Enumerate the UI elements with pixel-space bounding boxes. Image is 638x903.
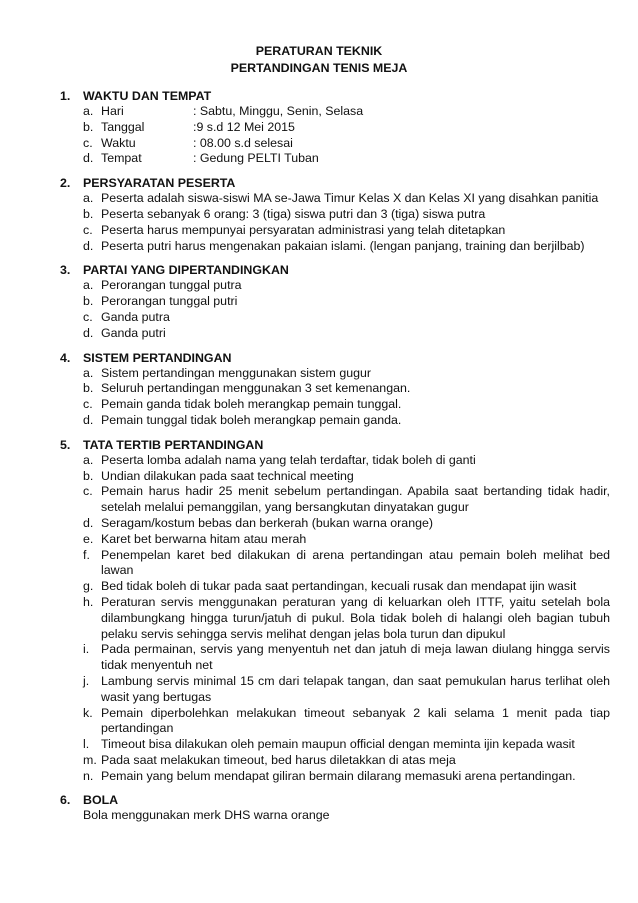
info-value: :9 s.d 12 Mei 2015 — [193, 119, 295, 134]
info-label: Tempat — [101, 151, 142, 166]
section-3 — [60, 262, 610, 341]
item-letter: e. — [83, 531, 94, 546]
info-row — [83, 120, 610, 136]
info-label: Waktu — [101, 135, 136, 150]
list-item — [83, 737, 610, 753]
item-text: Perorangan tunggal putra — [101, 278, 242, 293]
section-heading — [60, 88, 610, 104]
section-6 — [60, 792, 610, 824]
list-item — [83, 548, 610, 580]
item-text: Pemain harus hadir 25 menit sebelum pertandingan. Apabila saat bertanding tidak hadir, setelah melalui pemanggilan, yang bersangkutan dinyatakan gugur — [101, 484, 610, 515]
list-item — [83, 516, 610, 532]
list-item — [83, 294, 610, 310]
item-text: Peserta adalah siswa-siswi MA se-Jawa Timur Kelas X dan Kelas XI yang disahkan panitia — [101, 191, 599, 206]
section-4 — [60, 350, 610, 429]
list-item — [83, 278, 610, 294]
item-text: Pemain yang belum mendapat giliran bermain dilarang memasuki arena pertandingan. — [101, 768, 576, 783]
section-number: 4. — [60, 350, 71, 365]
item-text: Undian dilakukan pada saat technical meeting — [101, 468, 354, 483]
section-items — [83, 104, 610, 167]
list-item — [83, 191, 610, 207]
section-spacer — [60, 254, 610, 262]
item-text: Peraturan servis menggunakan peraturan yang di keluarkan oleh ITTF, yaitu setelah bola dilambungkang hingga turun/jatuh di pukul. Bola tidak boleh di halangi oleh bagian tubuh pelaku servis sehingga servis melihat dengan jelas bola turun dan dipukul — [101, 594, 610, 641]
section-spacer — [60, 429, 610, 437]
item-text: Bed tidak boleh di tukar pada saat pertandingan, kecuali rusak dan mendapat ijin wasit — [101, 579, 577, 594]
section-paragraph: Bola menggunakan merk DHS warna orange — [83, 808, 330, 823]
list-item — [83, 532, 610, 548]
item-letter: b. — [83, 381, 94, 396]
section-heading-text: PERSYARATAN PESERTA — [83, 176, 236, 191]
list-item — [83, 453, 610, 469]
item-letter: a. — [83, 365, 94, 380]
list-item — [83, 381, 610, 397]
section-number: 6. — [60, 793, 71, 808]
item-letter: b. — [83, 119, 94, 134]
item-letter: a. — [83, 104, 94, 118]
sections-container — [60, 88, 610, 824]
section-1 — [60, 88, 610, 167]
item-text: Pemain ganda tidak boleh merangkap pemain tunggal. — [101, 397, 402, 412]
section-heading — [60, 262, 610, 278]
list-item — [83, 397, 610, 413]
section-heading-text: TATA TERTIB PERTANDINGAN — [83, 437, 264, 452]
list-item — [83, 207, 610, 223]
item-letter: b. — [83, 468, 94, 483]
item-letter: h. — [83, 594, 94, 609]
item-text: Peserta harus mempunyai persyaratan administrasi yang telah ditetapkan — [101, 222, 506, 237]
section-number: 3. — [60, 263, 71, 278]
section-2 — [60, 175, 610, 254]
list-item — [83, 413, 610, 429]
item-text: Pada saat melakukan timeout, bed harus diletakkan di atas meja — [101, 752, 456, 767]
item-letter: k. — [83, 705, 93, 720]
item-letter: b. — [83, 294, 94, 309]
item-letter: g. — [83, 579, 94, 594]
item-letter: l. — [83, 737, 90, 752]
list-item — [83, 706, 610, 738]
section-number: 1. — [60, 89, 71, 103]
list-item — [83, 642, 610, 674]
item-letter: d. — [83, 412, 94, 427]
item-letter: m. — [83, 752, 97, 767]
info-label: Tanggal — [101, 119, 145, 134]
section-number: 2. — [60, 176, 71, 191]
item-letter: d. — [83, 515, 94, 530]
item-text: Lambung servis minimal 15 cm dari telapak tangan, dan saat pemukulan harus terlihat oleh wasit yang bertugas — [101, 673, 610, 704]
document-subtitle: PERTANDINGAN TENIS MEJA — [230, 61, 408, 75]
list-item — [83, 469, 610, 485]
section-5 — [60, 437, 610, 785]
list-item — [83, 239, 610, 255]
section-items — [83, 191, 610, 254]
info-row — [83, 104, 610, 120]
info-row — [83, 136, 610, 152]
section-heading-text: BOLA — [83, 793, 119, 808]
item-letter: c. — [83, 222, 93, 237]
item-text: Pemain diperbolehkan melakukan timeout sebanyak 2 kali selama 1 menit pada tiap pertandingan — [101, 705, 610, 736]
item-text: Timeout bisa dilakukan oleh pemain maupun official dengan meminta ijin kepada wasit — [101, 737, 575, 752]
info-value: : 08.00 s.d selesai — [193, 135, 293, 150]
section-heading-text: SISTEM PERTANDINGAN — [83, 350, 232, 365]
list-item — [83, 223, 610, 239]
item-text: Sistem pertandingan menggunakan sistem gugur — [101, 365, 372, 380]
item-letter: f. — [83, 547, 90, 562]
list-item — [83, 753, 610, 769]
info-value: : Sabtu, Minggu, Senin, Selasa — [193, 104, 364, 118]
item-text: Ganda putri — [101, 325, 166, 340]
list-item — [83, 310, 610, 326]
section-heading — [60, 437, 610, 453]
item-text: Peserta putri harus mengenakan pakaian islami. (lengan panjang, training dan berjilbab) — [101, 238, 585, 253]
item-letter: c. — [83, 309, 93, 324]
item-letter: a. — [83, 191, 94, 206]
item-letter: d. — [83, 238, 94, 253]
list-item — [83, 579, 610, 595]
section-heading — [60, 350, 610, 366]
item-text: Seragam/kostum bebas dan berkerah (bukan warna orange) — [101, 515, 433, 530]
item-text: Pada permainan, servis yang menyentuh net dan jatuh di meja lawan diulang hingga servis tidak menyentuh net — [101, 642, 610, 673]
item-text: Penempelan karet bed dilakukan di arena pertandingan atau pemain boleh melihat bed lawan — [101, 547, 610, 578]
item-text: Peserta sebanyak 6 orang: 3 (tiga) siswa putri dan 3 (tiga) siswa putra — [101, 206, 486, 221]
info-value: : Gedung PELTI Tuban — [193, 151, 319, 166]
section-spacer — [60, 784, 610, 792]
section-heading — [60, 175, 610, 191]
item-letter: d. — [83, 325, 94, 340]
list-item — [83, 326, 610, 342]
item-text: Karet bet berwarna hitam atau merah — [101, 531, 307, 546]
item-text: Ganda putra — [101, 309, 170, 324]
item-letter: c. — [83, 135, 93, 150]
item-letter: j. — [83, 673, 90, 688]
item-text: Pemain tunggal tidak boleh merangkap pemain ganda. — [101, 412, 402, 427]
section-spacer — [60, 167, 610, 175]
list-item — [83, 769, 610, 785]
item-letter: i. — [83, 642, 90, 657]
item-letter: b. — [83, 206, 94, 221]
section-number: 5. — [60, 437, 71, 452]
section-heading-text: PARTAI YANG DIPERTANDINGKAN — [83, 263, 289, 278]
section-items — [83, 366, 610, 429]
item-letter: d. — [83, 151, 94, 166]
section-heading — [60, 792, 610, 808]
list-item — [83, 366, 610, 382]
section-items — [83, 278, 610, 341]
item-letter: a. — [83, 278, 94, 293]
item-text: Peserta lomba adalah nama yang telah terdaftar, tidak boleh di ganti — [101, 452, 476, 467]
document-title: PERATURAN TEKNIK — [255, 44, 383, 58]
item-text: Seluruh pertandingan menggunakan 3 set kemenangan. — [101, 381, 411, 396]
item-text: Perorangan tunggal putri — [101, 294, 238, 309]
item-letter: a. — [83, 452, 94, 467]
item-letter: c. — [83, 397, 93, 412]
list-item — [83, 674, 610, 706]
list-item — [83, 595, 610, 642]
info-label: Hari — [101, 104, 124, 118]
item-letter: c. — [83, 484, 93, 499]
section-heading-text: WAKTU DAN TEMPAT — [83, 89, 212, 103]
section-spacer — [60, 342, 610, 350]
section-items — [83, 453, 610, 785]
item-letter: n. — [83, 768, 94, 783]
info-row — [83, 151, 610, 167]
list-item — [83, 484, 610, 516]
